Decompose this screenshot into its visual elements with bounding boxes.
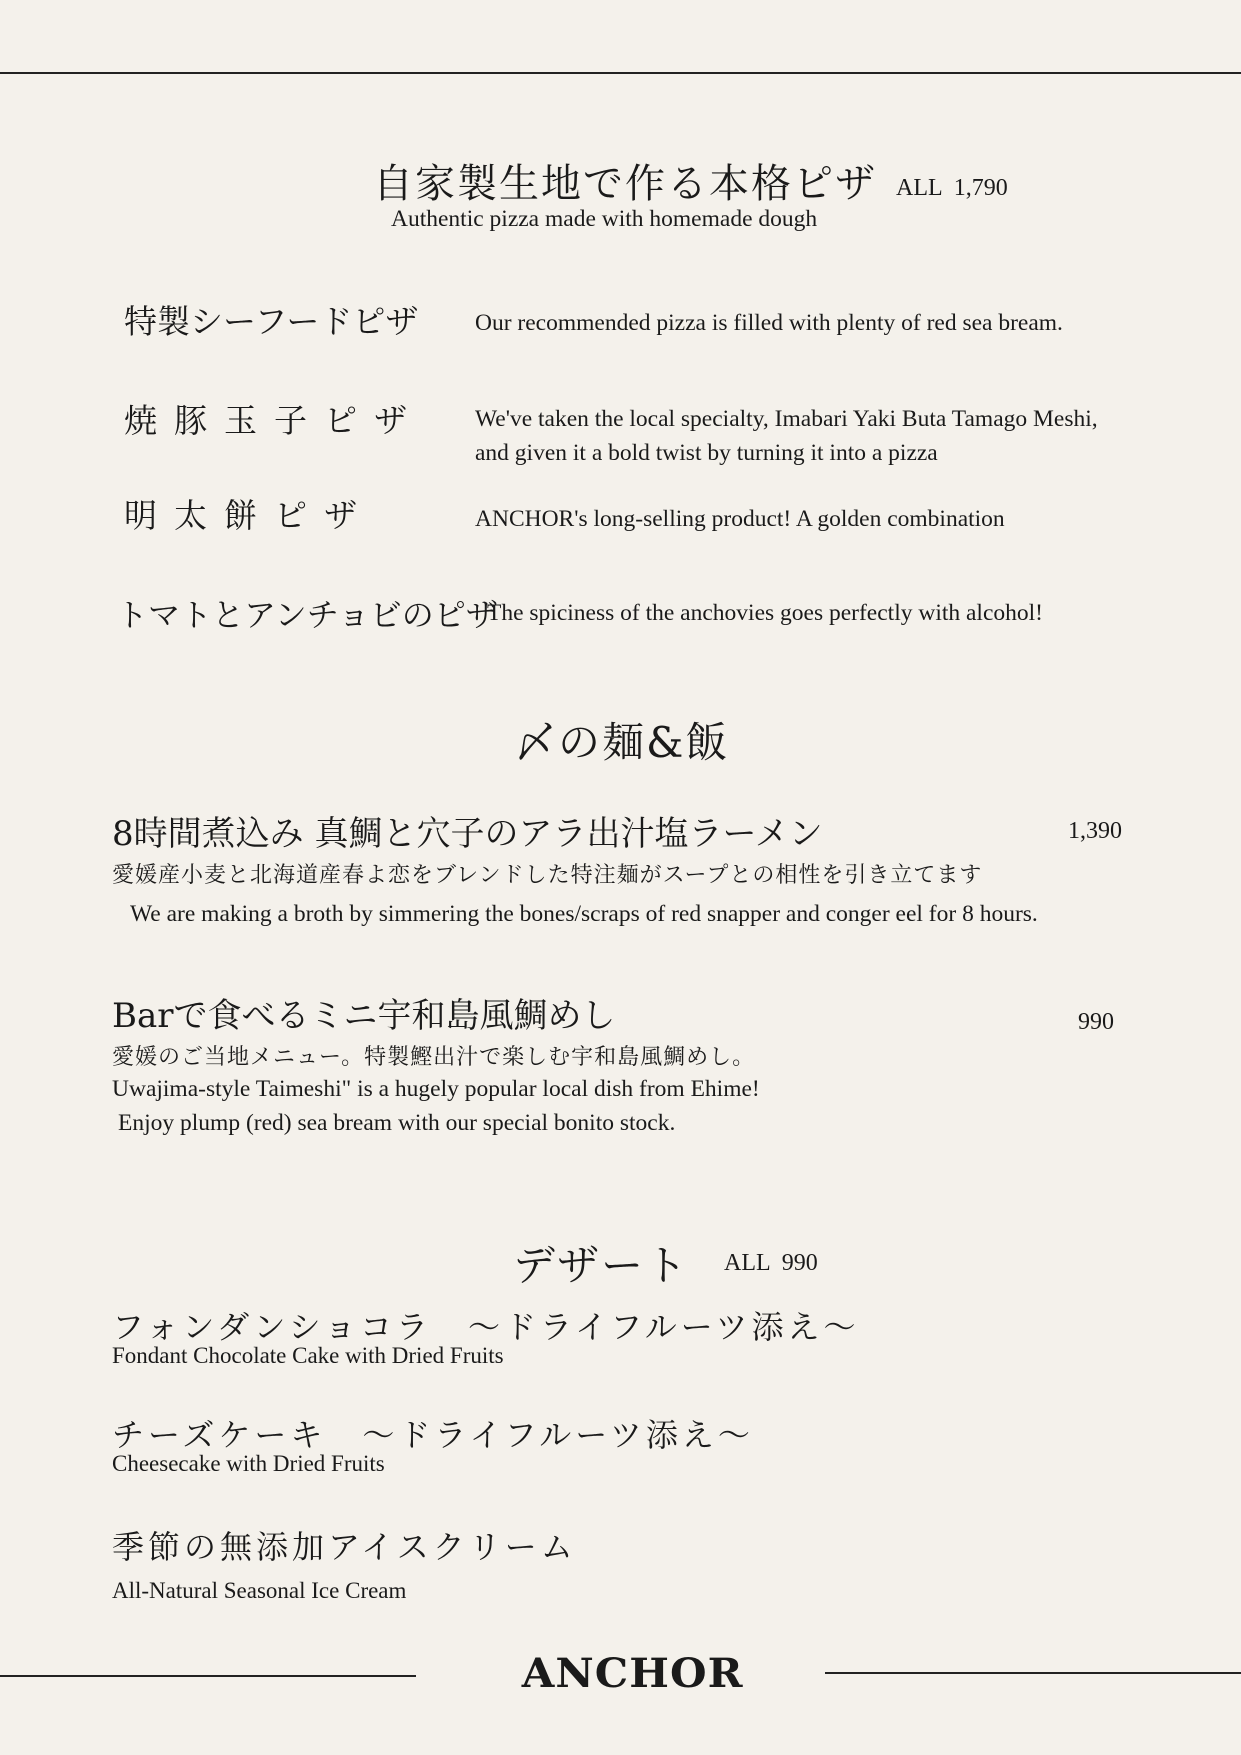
noodles-section-title: 〆の麺&飯	[514, 718, 730, 767]
footer-divider-left	[0, 1675, 416, 1677]
noodle-item-price: 1,390	[1068, 818, 1122, 844]
footer-divider-right	[825, 1672, 1241, 1674]
pizza-item-desc: and given it a bold twist by turning it into a pizza	[475, 440, 938, 466]
rice-item-desc-jp: 愛媛のご当地メニュー。特製鰹出汁で楽しむ宇和島風鯛めし。	[112, 1045, 756, 1070]
pizza-item-name: 焼豚玉子ピザ	[124, 401, 424, 440]
pizza-item-desc: ANCHOR's long-selling product! A golden combination	[475, 506, 1005, 532]
pizza-section-subtitle: Authentic pizza made with homemade dough	[391, 206, 818, 232]
dessert-item-name-en: Fondant Chocolate Cake with Dried Fruits	[112, 1343, 504, 1368]
rice-item-desc-en: Enjoy plump (red) sea bream with our special bonito stock.	[118, 1110, 676, 1136]
noodle-item-desc-en: We are making a broth by simmering the bones/scraps of red snapper and conger eel for 8 hours.	[130, 901, 1038, 927]
rice-item-desc-en: Uwajima-style Taimeshi" is a hugely popular local dish from Ehime!	[112, 1076, 760, 1102]
pizza-section-price: ALL 1,790	[896, 175, 1008, 201]
pizza-item-desc: Our recommended pizza is filled with plenty of red sea bream.	[475, 310, 1063, 336]
rice-item-name: Barで食べるミニ宇和島風鯛めし	[112, 996, 616, 1036]
pizza-item-name: 特製シーフードピザ	[124, 302, 419, 341]
dessert-item-name: チーズケーキ ～ドライフルーツ添え～	[112, 1416, 754, 1454]
pizza-item-desc: We've taken the local specialty, Imabari Yaki Buta Tamago Meshi,	[475, 406, 1098, 432]
pizza-item-desc: The spiciness of the anchovies goes perfectly with alcohol!	[487, 600, 1043, 626]
pizza-item-name: 明太餅ピザ	[124, 496, 374, 535]
dessert-item-name-en: All-Natural Seasonal Ice Cream	[112, 1578, 407, 1603]
noodle-item-name: 8時間煮込み 真鯛と穴子のアラ出汁塩ラーメン	[112, 814, 823, 854]
noodle-item-desc-jp: 愛媛産小麦と北海道産春よ恋をブレンドした特注麺がスープとの相性を引き立てます	[112, 863, 983, 888]
dessert-item-name: 季節の無添加アイスクリーム	[112, 1528, 577, 1566]
dessert-item-name-en: Cheesecake with Dried Fruits	[112, 1451, 385, 1476]
dessert-item-name: フォンダンショコラ ～ドライフルーツ添え～	[112, 1308, 860, 1346]
dessert-section-price: ALL 990	[724, 1250, 818, 1276]
top-divider	[0, 72, 1241, 74]
pizza-section-title: 自家製生地で作る本格ピザ	[373, 161, 877, 207]
dessert-section-title: デザート	[513, 1241, 690, 1290]
pizza-item-name: トマトとアンチョビのピザ	[116, 596, 498, 634]
rice-item-price: 990	[1078, 1009, 1114, 1035]
anchor-logo: ANCHOR	[521, 1650, 744, 1697]
